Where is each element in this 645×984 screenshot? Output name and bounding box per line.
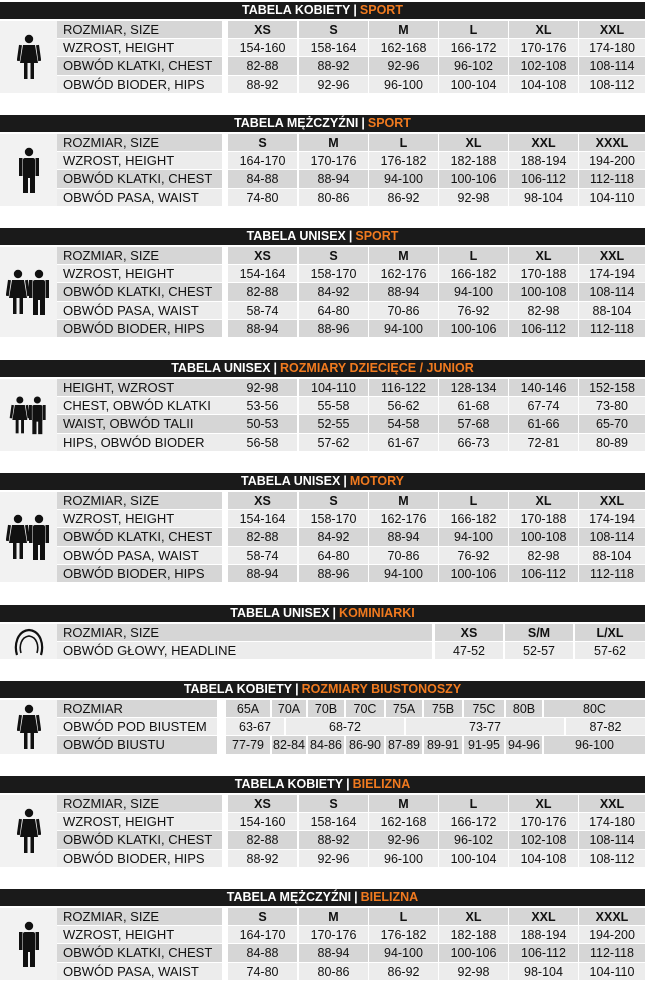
title-separator: | <box>273 361 278 375</box>
table-cell: 170-176 <box>509 813 578 830</box>
table-cell: 154-164 <box>228 265 297 282</box>
table-category: KOMINIARKI <box>339 606 415 620</box>
table-cell: 70B <box>308 700 344 717</box>
row-label: ROZMIAR, SIZE <box>57 624 432 641</box>
table-category: ROZMIARY DZIECIĘCE / JUNIOR <box>280 361 474 375</box>
table-category: SPORT <box>355 229 399 243</box>
table-cell: 70A <box>272 700 306 717</box>
table-category: SPORT <box>359 3 403 17</box>
table-cell: 100-106 <box>439 170 508 187</box>
table-cell: 56-62 <box>369 397 438 414</box>
table-cell: 94-96 <box>506 736 542 753</box>
table-cell: 88-104 <box>579 547 645 564</box>
title-separator: | <box>295 682 299 696</box>
man-icon <box>0 134 57 206</box>
size-table <box>0 115 645 207</box>
table-cell: 166-172 <box>439 813 508 830</box>
table-cell: 82-88 <box>228 831 297 848</box>
row-label: OBWÓD PASA, WAIST <box>57 189 222 206</box>
table-cell: 65A <box>226 700 270 717</box>
table-cell: 194-200 <box>579 926 645 943</box>
table-cell: 174-180 <box>579 813 645 830</box>
table-category: BIELIZNA <box>360 890 419 904</box>
table-cell: 108-112 <box>579 850 645 867</box>
table-header <box>0 889 645 906</box>
title-separator: | <box>353 3 357 17</box>
table-cell: 104-110 <box>579 963 645 980</box>
table-cell: 87-89 <box>386 736 422 753</box>
table-cell: 158-164 <box>299 813 368 830</box>
table-cell: 58-74 <box>228 302 297 319</box>
table-cell: 140-146 <box>509 379 578 396</box>
table-cell: 55-58 <box>299 397 368 414</box>
table-cell: 80-86 <box>299 189 368 206</box>
table-cell: 88-92 <box>299 57 368 74</box>
table-cell: 92-96 <box>369 831 438 848</box>
table-cell: L <box>369 908 438 925</box>
table-cell: 73-77 <box>406 718 564 735</box>
table-cell: 88-94 <box>228 320 297 337</box>
row-label: OBWÓD GŁOWY, HEADLINE <box>57 642 432 659</box>
table-cell: 102-108 <box>509 57 578 74</box>
table-cell: 170-176 <box>299 926 368 943</box>
table-cell: XS <box>228 21 297 38</box>
table-cell: 104-108 <box>509 850 578 867</box>
table-category: ROZMIARY BIUSTONOSZY <box>301 682 462 696</box>
table-cell: 47-52 <box>435 642 503 659</box>
table-cell: XL <box>439 908 508 925</box>
table-cell: M <box>369 795 438 812</box>
table-header <box>0 115 645 132</box>
table-cell: 158-164 <box>299 39 368 56</box>
table-cell: 100-106 <box>439 944 508 961</box>
table-cell: M <box>369 247 438 264</box>
row-label: OBWÓD KLATKI, CHEST <box>57 831 222 848</box>
table-cell: 100-104 <box>439 850 508 867</box>
table-header <box>0 360 645 377</box>
children-icon <box>0 379 57 451</box>
table-cell: 73-80 <box>579 397 645 414</box>
table-cell: XXL <box>509 908 578 925</box>
table-cell: 56-58 <box>228 434 297 451</box>
table-cell: 98-104 <box>509 963 578 980</box>
table-cell: M <box>369 21 438 38</box>
table-cell: S <box>299 492 368 509</box>
table-cell: 80-86 <box>299 963 368 980</box>
table-cell: 116-122 <box>369 379 438 396</box>
table-cell: 174-194 <box>579 265 645 282</box>
table-cell: 82-88 <box>228 57 297 74</box>
table-cell: 80B <box>506 700 542 717</box>
table-cell: XXXL <box>579 908 645 925</box>
table-cell: 112-118 <box>579 320 645 337</box>
table-category: BIELIZNA <box>352 777 411 791</box>
table-cell: 65-70 <box>579 415 645 432</box>
unisex-icon <box>0 247 57 337</box>
row-label: HIPS, OBWÓD BIODER <box>57 434 232 451</box>
table-cell: 58-74 <box>228 547 297 564</box>
table-cell: 89-91 <box>424 736 462 753</box>
table-cell: XS <box>228 795 297 812</box>
table-cell: S <box>299 21 368 38</box>
table-cell: 98-104 <box>509 189 578 206</box>
table-cell: 50-53 <box>228 415 297 432</box>
table-cell: 84-88 <box>228 944 297 961</box>
row-label: ROZMIAR, SIZE <box>57 21 222 38</box>
table-cell: 87-82 <box>566 718 645 735</box>
table-cell: 176-182 <box>369 926 438 943</box>
size-table <box>0 360 645 452</box>
row-label: OBWÓD KLATKI, CHEST <box>57 57 222 74</box>
table-cell: 88-92 <box>228 76 297 93</box>
table-cell: 166-182 <box>439 510 508 527</box>
table-cell: 88-94 <box>299 170 368 187</box>
table-cell: 104-110 <box>579 189 645 206</box>
table-cell: 86-90 <box>346 736 384 753</box>
table-cell: XS <box>435 624 503 641</box>
row-label: ROZMIAR, SIZE <box>57 908 222 925</box>
table-header <box>0 2 645 19</box>
table-cell: XXL <box>579 247 645 264</box>
table-cell: M <box>299 134 368 151</box>
size-table <box>0 681 645 755</box>
table-cell: M <box>299 908 368 925</box>
table-cell: 61-66 <box>509 415 578 432</box>
table-cell: 82-88 <box>228 528 297 545</box>
table-cell: 54-58 <box>369 415 438 432</box>
table-cell: S/M <box>505 624 573 641</box>
table-cell: 70-86 <box>369 547 438 564</box>
row-label: WZROST, HEIGHT <box>57 926 222 943</box>
woman-icon <box>0 700 57 754</box>
table-header <box>0 473 645 490</box>
table-cell: XL <box>509 21 578 38</box>
table-cell: 174-194 <box>579 510 645 527</box>
table-cell: L <box>439 247 508 264</box>
table-cell: 170-176 <box>509 39 578 56</box>
table-title: TABELA UNISEX <box>230 606 330 620</box>
table-cell: XS <box>228 492 297 509</box>
table-cell: 96-102 <box>439 57 508 74</box>
size-table <box>0 473 645 583</box>
table-cell: 152-158 <box>579 379 645 396</box>
unisex-icon <box>0 492 57 582</box>
table-cell: L/XL <box>575 624 645 641</box>
title-separator: | <box>348 229 353 243</box>
table-cell: 176-182 <box>369 152 438 169</box>
table-cell: XXL <box>579 492 645 509</box>
table-cell: 102-108 <box>509 831 578 848</box>
table-cell: L <box>439 492 508 509</box>
table-cell: 82-84 <box>273 738 305 753</box>
table-cell: 108-114 <box>579 283 645 300</box>
row-label: WAIST, OBWÓD TALII <box>57 415 232 432</box>
table-cell: XXXL <box>579 134 645 151</box>
table-cell: 112-118 <box>579 944 645 961</box>
table-cell: S <box>228 134 297 151</box>
table-cell: 57-62 <box>299 434 368 451</box>
row-label: OBWÓD BIODER, HIPS <box>57 850 222 867</box>
table-title: TABELA MĘŻCZYŹNI <box>234 116 359 130</box>
woman-icon <box>0 21 57 93</box>
table-cell: 96-100 <box>369 850 438 867</box>
table-cell: L <box>439 795 508 812</box>
table-cell: 188-194 <box>509 926 578 943</box>
table-cell: 92-98 <box>439 189 508 206</box>
table-cell: 70C <box>346 700 384 717</box>
table-cell: 108-114 <box>579 528 645 545</box>
size-table <box>0 776 645 868</box>
table-cell: 75A <box>386 700 422 717</box>
table-cell: 92-96 <box>369 57 438 74</box>
row-label: HEIGHT, WZROST <box>57 379 232 396</box>
table-header <box>0 681 645 698</box>
table-cell: 82-98 <box>509 302 578 319</box>
table-cell: 74-80 <box>228 189 297 206</box>
table-header <box>0 228 645 245</box>
table-header <box>0 605 645 622</box>
title-separator: | <box>343 474 347 488</box>
table-cell: 82-98 <box>509 547 578 564</box>
table-cell: L <box>439 21 508 38</box>
table-cell: M <box>369 492 438 509</box>
table-cell: 164-170 <box>228 926 297 943</box>
table-cell: 100-106 <box>439 565 508 582</box>
table-cell: 86-92 <box>369 189 438 206</box>
woman-icon <box>0 795 57 867</box>
table-cell: 92-96 <box>299 850 368 867</box>
table-cell: 108-112 <box>579 76 645 93</box>
table-title: TABELA UNISEX <box>171 361 271 375</box>
table-title: TABELA KOBIETY <box>183 682 293 696</box>
row-label: OBWÓD BIUSTU <box>57 736 217 753</box>
table-cell: 61-68 <box>439 397 508 414</box>
row-label: OBWÓD KLATKI, CHEST <box>57 944 222 961</box>
table-cell: 158-170 <box>299 510 368 527</box>
table-cell: 106-112 <box>509 170 578 187</box>
table-cell: 63-67 <box>226 718 284 735</box>
table-cell: 170-188 <box>509 265 578 282</box>
table-cell: 84-86 <box>308 736 344 753</box>
table-cell: 128-134 <box>439 379 508 396</box>
row-label: OBWÓD KLATKI, CHEST <box>57 528 222 545</box>
table-cell: 80-89 <box>579 434 645 451</box>
table-cell: 104-110 <box>299 379 368 396</box>
table-cell: 80C <box>544 700 645 717</box>
table-cell: 96-102 <box>439 831 508 848</box>
table-cell: 154-160 <box>228 813 297 830</box>
table-cell: 91-95 <box>464 736 504 753</box>
row-label: ROZMIAR, SIZE <box>57 247 222 264</box>
table-cell: XL <box>509 247 578 264</box>
table-cell: 88-92 <box>228 850 297 867</box>
table-cell: 106-112 <box>509 565 578 582</box>
row-label: OBWÓD KLATKI, CHEST <box>57 170 222 187</box>
table-cell: 108-114 <box>579 57 645 74</box>
table-cell: 72-81 <box>509 434 578 451</box>
table-cell: 106-112 <box>509 320 578 337</box>
table-cell: 88-94 <box>228 565 297 582</box>
table-cell: 92-96 <box>299 76 368 93</box>
table-cell: 174-180 <box>579 39 645 56</box>
table-cell: 96-100 <box>544 736 645 753</box>
table-cell: 96-100 <box>369 76 438 93</box>
row-label: ROZMIAR, SIZE <box>57 795 222 812</box>
table-cell: 154-160 <box>228 39 297 56</box>
row-label: WZROST, HEIGHT <box>57 510 222 527</box>
title-separator: | <box>361 116 365 130</box>
table-cell: 82-88 <box>228 283 297 300</box>
table-title: TABELA KOBIETY <box>234 777 344 791</box>
table-cell: 108-114 <box>579 831 645 848</box>
table-cell: 57-62 <box>575 642 645 659</box>
table-cell: 53-56 <box>228 397 297 414</box>
table-cell: 68-72 <box>286 718 404 735</box>
table-cell: 88-94 <box>299 944 368 961</box>
table-cell: 170-176 <box>299 152 368 169</box>
row-label: OBWÓD KLATKI, CHEST <box>57 283 222 300</box>
table-cell: 100-108 <box>509 528 578 545</box>
table-cell: 70-86 <box>369 302 438 319</box>
table-title: TABELA UNISEX <box>246 229 346 243</box>
table-cell: 57-68 <box>439 415 508 432</box>
table-title: TABELA UNISEX <box>241 474 341 488</box>
table-cell: 76-92 <box>439 547 508 564</box>
table-cell: 166-182 <box>439 265 508 282</box>
table-cell: XXL <box>579 21 645 38</box>
table-header <box>0 776 645 793</box>
table-cell: 64-80 <box>299 547 368 564</box>
table-cell: 94-100 <box>369 944 438 961</box>
table-cell: 94-100 <box>369 565 438 582</box>
table-cell: 162-176 <box>369 265 438 282</box>
man-icon <box>0 908 57 980</box>
table-title: TABELA KOBIETY <box>242 3 351 17</box>
table-cell: 162-168 <box>369 39 438 56</box>
table-cell: 100-108 <box>509 283 578 300</box>
table-cell: 88-94 <box>369 283 438 300</box>
table-cell: 66-73 <box>439 434 508 451</box>
table-cell: 88-96 <box>299 565 368 582</box>
table-cell: 112-118 <box>579 565 645 582</box>
row-label: ROZMIAR <box>57 700 217 717</box>
table-cell: 84-92 <box>299 528 368 545</box>
table-cell: 75B <box>424 700 462 717</box>
table-cell: 88-94 <box>369 528 438 545</box>
table-cell: 162-176 <box>369 510 438 527</box>
row-label: WZROST, HEIGHT <box>57 39 222 56</box>
table-cell: 88-92 <box>299 831 368 848</box>
row-label: OBWÓD PASA, WAIST <box>57 302 222 319</box>
table-cell: 164-170 <box>228 152 297 169</box>
table-cell: 106-112 <box>509 944 578 961</box>
table-cell: XXL <box>509 134 578 151</box>
table-cell: 158-170 <box>299 265 368 282</box>
table-cell: 75C <box>464 700 504 717</box>
table-cell: 92-98 <box>439 963 508 980</box>
table-cell: 77-79 <box>226 736 270 753</box>
table-cell: 52-55 <box>299 415 368 432</box>
size-table <box>0 228 645 338</box>
table-cell: 188-194 <box>509 152 578 169</box>
table-cell: XXL <box>579 795 645 812</box>
row-label: WZROST, HEIGHT <box>57 152 222 169</box>
row-label: ROZMIAR, SIZE <box>57 492 222 509</box>
table-cell: 74-80 <box>228 963 297 980</box>
table-cell: 94-100 <box>369 170 438 187</box>
size-table <box>0 889 645 981</box>
row-label: OBWÓD POD BIUSTEM <box>57 718 217 735</box>
title-separator: | <box>332 606 337 620</box>
table-cell: 92-98 <box>228 379 297 396</box>
table-cell: 100-106 <box>439 320 508 337</box>
table-cell: 86-92 <box>369 963 438 980</box>
table-cell: 194-200 <box>579 152 645 169</box>
row-label: OBWÓD PASA, WAIST <box>57 963 222 980</box>
table-cell: 104-108 <box>509 76 578 93</box>
table-cell: 94-100 <box>439 528 508 545</box>
table-cell: 154-164 <box>228 510 297 527</box>
table-cell: 162-168 <box>369 813 438 830</box>
table-cell: 88-96 <box>299 320 368 337</box>
table-cell: 52-57 <box>505 642 573 659</box>
table-cell: 67-74 <box>509 397 578 414</box>
title-separator: | <box>346 777 350 791</box>
row-label: WZROST, HEIGHT <box>57 813 222 830</box>
table-cell: 61-67 <box>369 434 438 451</box>
table-cell: 88-104 <box>579 302 645 319</box>
row-label: CHEST, OBWÓD KLATKI <box>57 397 232 414</box>
table-cell: 76-92 <box>439 302 508 319</box>
table-cell: 182-188 <box>439 152 508 169</box>
table-cell: 94-100 <box>369 320 438 337</box>
row-label: OBWÓD BIODER, HIPS <box>57 76 222 93</box>
table-cell: 182-188 <box>439 926 508 943</box>
table-cell: XL <box>439 134 508 151</box>
table-cell: 84-92 <box>299 283 368 300</box>
row-label: OBWÓD BIODER, HIPS <box>57 320 222 337</box>
size-table <box>0 605 645 660</box>
table-title: TABELA MĘŻCZYŹNI <box>226 890 352 904</box>
table-cell: 100-104 <box>439 76 508 93</box>
row-label: OBWÓD PASA, WAIST <box>57 547 222 564</box>
row-label: WZROST, HEIGHT <box>57 265 222 282</box>
table-cell: S <box>299 247 368 264</box>
table-cell: 166-172 <box>439 39 508 56</box>
title-separator: | <box>354 890 358 904</box>
table-cell: 94-100 <box>439 283 508 300</box>
table-category: SPORT <box>367 116 411 130</box>
row-label: OBWÓD BIODER, HIPS <box>57 565 222 582</box>
size-table <box>0 2 645 94</box>
table-category: MOTORY <box>349 474 404 488</box>
table-cell: 84-88 <box>228 170 297 187</box>
table-cell: 64-80 <box>299 302 368 319</box>
head-icon <box>0 624 57 659</box>
table-cell: 170-188 <box>509 510 578 527</box>
table-cell: L <box>369 134 438 151</box>
table-cell: XS <box>228 247 297 264</box>
table-cell: XL <box>509 795 578 812</box>
table-cell: 112-118 <box>579 170 645 187</box>
row-label: ROZMIAR, SIZE <box>57 134 222 151</box>
table-cell: S <box>299 795 368 812</box>
table-cell: XL <box>509 492 578 509</box>
table-cell: S <box>228 908 297 925</box>
